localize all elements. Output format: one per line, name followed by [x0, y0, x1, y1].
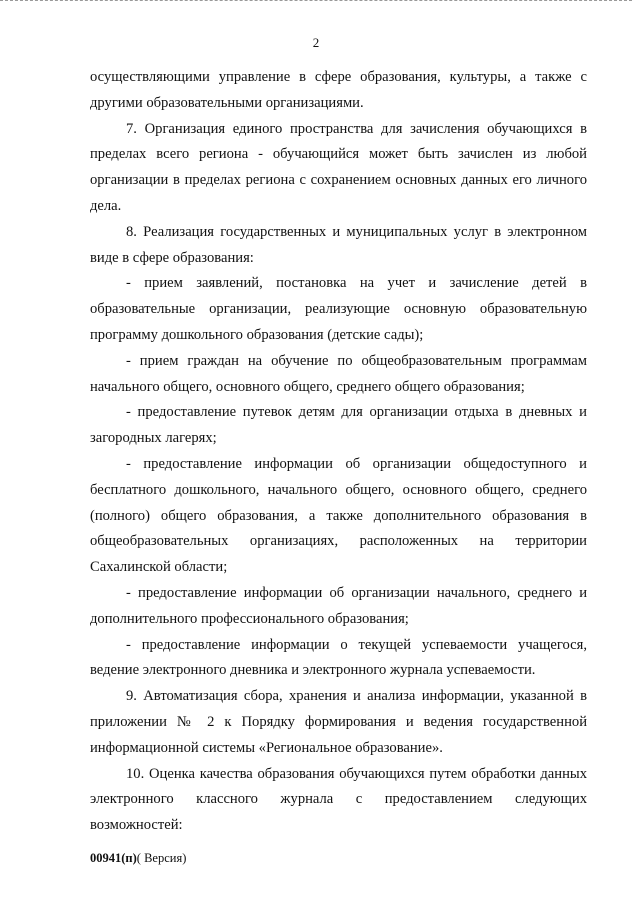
text-line: - предоставление информации о текущей успеваемости учащегося,: [126, 636, 587, 653]
text-line: - прием заявлений, постановка на учет и зачисление детей в: [126, 275, 587, 292]
text-line: - прием граждан на обучение по общеобразовательным программам: [126, 352, 587, 369]
text-line: начального общего, основного общего, среднего общего образования;: [90, 378, 525, 395]
text-line: 10. Оценка качества образования обучающихся путем обработки данных: [126, 765, 587, 782]
text-line: программу дошкольного образования (детские сады);: [90, 327, 424, 343]
text-line: дела.: [90, 198, 122, 214]
text-line: осуществляющими управление в сфере образования, культуры, а также с: [90, 69, 587, 85]
text-line: общеобразовательных организациях, расположенных на территории: [90, 533, 587, 550]
text-line: ведение электронного дневника и электронного журнала успеваемости.: [90, 662, 536, 679]
text-line: бесплатного дошкольного, начального общего, основного общего, среднего: [90, 481, 587, 498]
text-line: возможностей:: [90, 817, 183, 834]
text-line: загородных лагерях;: [90, 430, 217, 447]
text-line: - предоставление путевок детям для организации отдыха в дневных и: [126, 404, 587, 421]
document-code: 00941(п): [90, 851, 137, 865]
text-line: организации в пределах региона с сохранением основных данных его личного: [90, 172, 587, 189]
page-number: 2: [312, 35, 320, 50]
text-line: приложении № 2 к Порядку формирования и ведения государственной: [90, 714, 587, 730]
document-footer: [90, 851, 186, 866]
text-line: - предоставление информации об организации начального, среднего и: [126, 585, 587, 601]
text-line: (полного) общего образования, а также дополнительного образования в: [90, 507, 587, 524]
text-line: 9. Автоматизация сбора, хранения и анализа информации, указанной в: [126, 688, 587, 705]
page-top-border: [0, 0, 632, 3]
text-line: образовательные организации, реализующие основную образовательную: [90, 301, 587, 318]
text-line: виде в сфере образования:: [90, 249, 254, 266]
text-line: информационной системы «Региональное образование».: [90, 739, 443, 756]
text-line: электронного классного журнала с предоставлением следующих: [90, 791, 587, 808]
text-line: другими образовательными организациями.: [90, 94, 364, 111]
text-line: пределах всего региона - обучающийся может быть зачислен из любой: [90, 146, 587, 163]
document-version: ( Версия): [136, 851, 187, 865]
text-line: Сахалинской области;: [90, 559, 228, 576]
text-line: дополнительного профессионального образования;: [90, 610, 409, 627]
text-line: - предоставление информации об организации общедоступного и: [126, 456, 587, 472]
text-line: 8. Реализация государственных и муниципальных услуг в электронном: [126, 223, 587, 240]
text-line: 7. Организация единого пространства для зачисления обучающихся в: [126, 120, 587, 137]
